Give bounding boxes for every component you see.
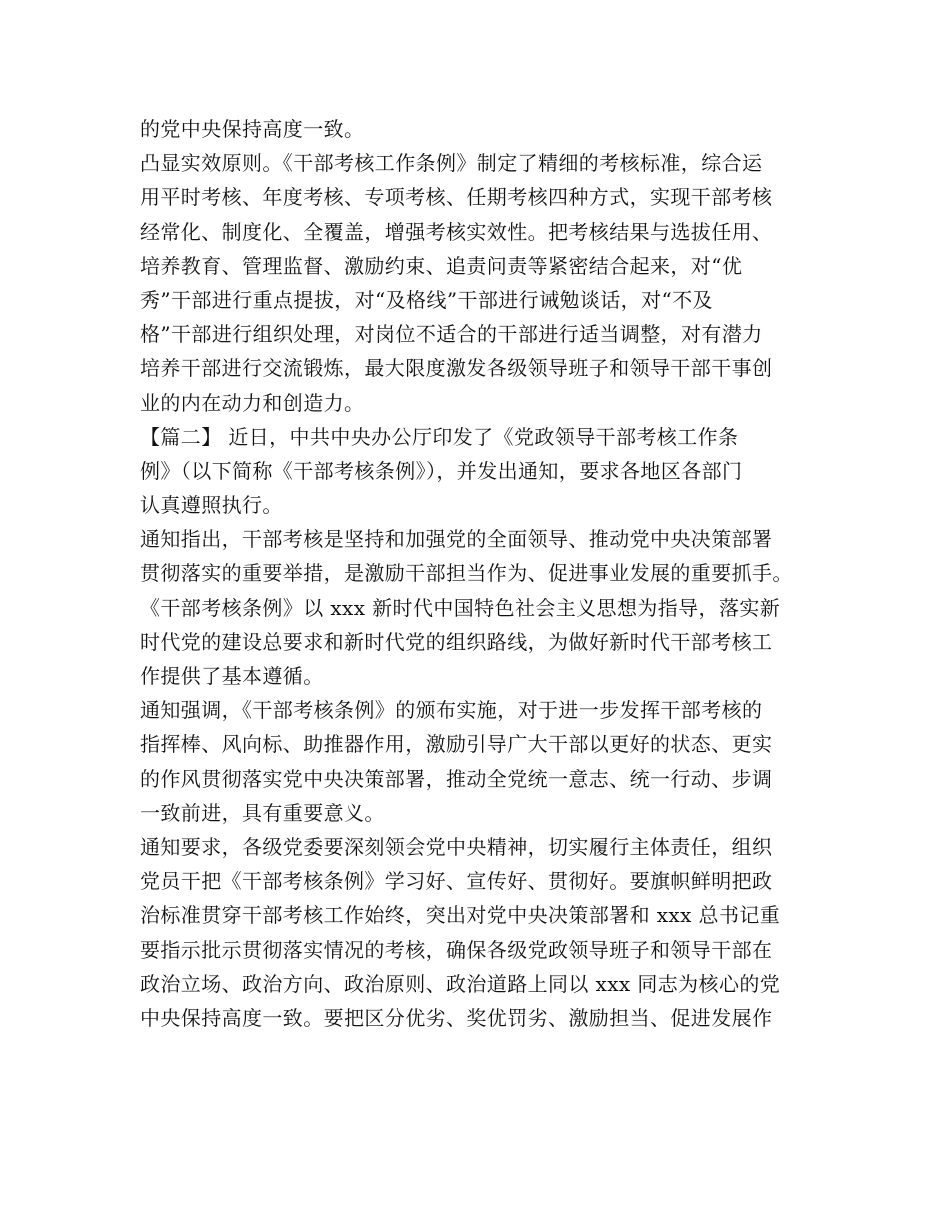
text-line: 的党中央保持高度一致。 [140, 117, 365, 141]
text-line: 用平时考核、年度考核、专项考核、任期考核四种方式，实现干部考核 [140, 185, 773, 210]
text-line: 认真遵照执行。 [140, 493, 283, 518]
text-line: 指挥棒、风向标、助推器作用，激励引导广大干部以更好的状态、更实 [140, 732, 773, 757]
text-line: 培养干部进行交流锻炼，最大限度激发各级领导班子和领导干部干事创 [140, 356, 773, 381]
text-line: 经常化、制度化、全覆盖，增强考核实效性。把考核结果与选拔任用、 [140, 219, 773, 244]
text-line: 凸显实效原则。《干部考核工作条例》制定了精细的考核标准，综合运 [140, 151, 763, 176]
text-line: 培养教育、管理监督、激励约束、追责问责等紧密结合起来，对“优 [140, 253, 743, 278]
text-line: 治标准贯穿干部考核工作始终，突出对党中央决策部署和 xxx 总书记重 [140, 903, 781, 928]
text-line: 通知指出，干部考核是坚持和加强党的全面领导、推动党中央决策部署 [140, 527, 773, 552]
text-line: 业的内在动力和创造力。 [140, 390, 365, 415]
text-line: 的作风贯彻落实党中央决策部署，推动全党统一意志、统一行动、步调 [140, 766, 773, 791]
text-line: 贯彻落实的重要举措，是激励干部担当作为、促进事业发展的重要抓手。 [140, 561, 793, 586]
text-line: 政治立场、政治方向、政治原则、政治道路上同以 xxx 同志为核心的党 [140, 971, 781, 996]
text-line: 党员干把《干部考核条例》学习好、宣传好、贯彻好。要旗帜鲜明把政 [140, 869, 773, 894]
text-line: 秀”干部进行重点提拔，对“及格线”干部进行诫勉谈话，对“不及 [140, 287, 713, 312]
text-line: 时代党的建设总要求和新时代党的组织路线，为做好新时代干部考核工 [140, 629, 773, 654]
text-line: 通知强调，《干部考核条例》的颁布实施，对于进一步发挥干部考核的 [140, 698, 763, 723]
text-line: 中央保持高度一致。要把区分优劣、奖优罚劣、激励担当、促进发展作 [140, 1005, 773, 1030]
text-line: 《干部考核条例》以 xxx 新时代中国特色社会主义思想为指导，落实新 [140, 595, 781, 620]
text-line: 例》（以下简称《干部考核条例》），并发出通知，要求各地区各部门 [140, 458, 743, 483]
text-line: 通知要求，各级党委要深刻领会党中央精神，切实履行主体责任，组织 [140, 834, 773, 859]
text-line: 要指示批示贯彻落实情况的考核，确保各级党政领导班子和领导干部在 [140, 937, 773, 962]
text-line: 一致前进，具有重要意义。 [140, 800, 385, 825]
document-body [140, 112, 820, 1035]
section-heading-line: 【篇二】 近日，中共中央办公厅印发了《党政领导干部考核工作条 [140, 424, 739, 449]
text-line: 作提供了基本遵循。 [140, 664, 324, 688]
text-line: 格”干部进行组织处理，对岗位不适合的干部进行适当调整，对有潜力 [140, 322, 763, 347]
